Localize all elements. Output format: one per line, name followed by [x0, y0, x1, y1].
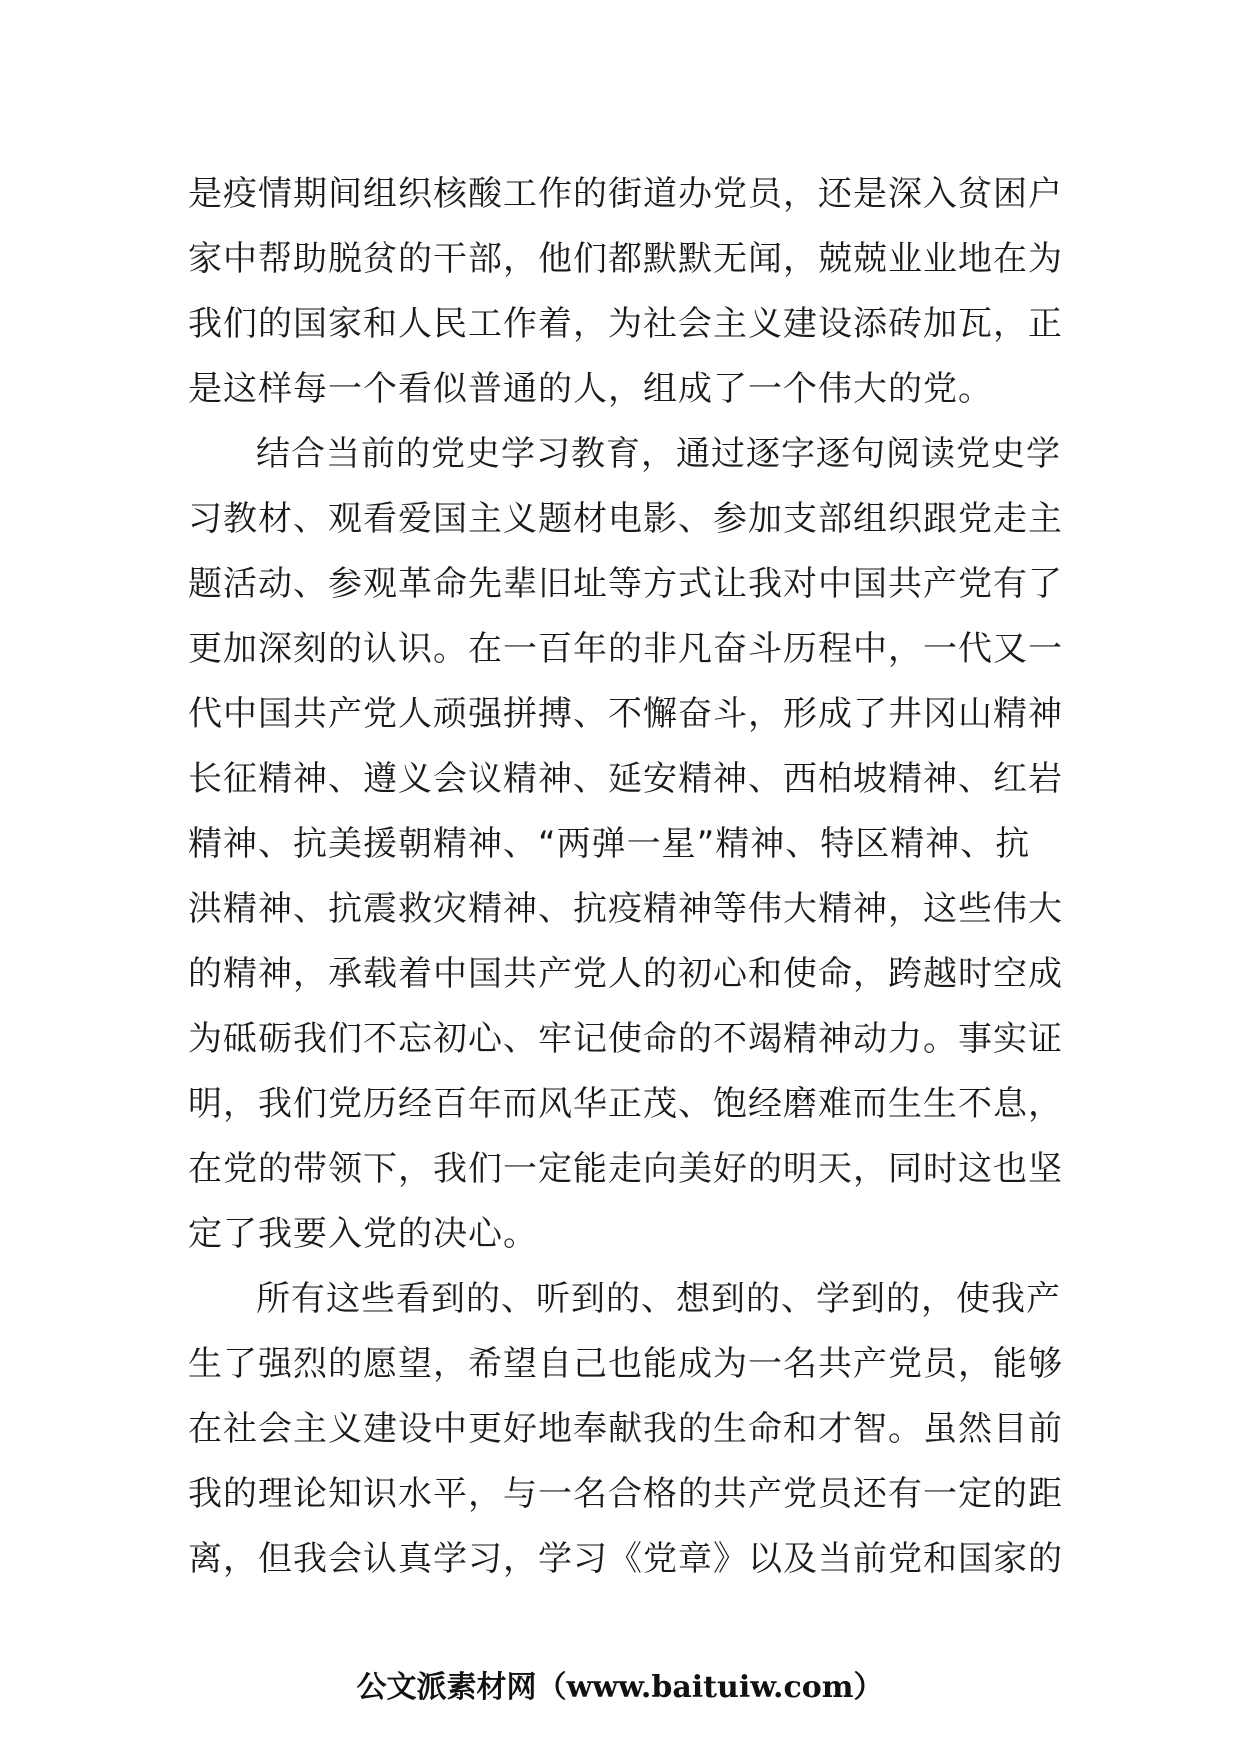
page-footer: 公文派素材网（www.baituiw.com）	[356, 1670, 884, 1705]
paragraph-first-line: 结合当前的党史学习教育，通过逐字逐句阅读党史学	[256, 434, 1061, 474]
text-line: 更加深刻的认识。在一百年的非凡奋斗历程中，一代又一	[188, 629, 1063, 669]
text-line: 生了强烈的愿望，希望自己也能成为一名共产党员，能够	[188, 1344, 1063, 1384]
text-line: 题活动、参观革命先辈旧址等方式让我对中国共产党有了	[188, 564, 1063, 604]
text-line: 洪精神、抗震救灾精神、抗疫精神等伟大精神，这些伟大	[188, 889, 1063, 929]
paragraph-first-line: 所有这些看到的、听到的、想到的、学到的，使我产	[256, 1279, 1061, 1319]
document-body	[188, 162, 1063, 1592]
text-line: 代中国共产党人顽强拼搏、不懈奋斗，形成了井冈山精神	[188, 694, 1063, 734]
text-line: 长征精神、遵义会议精神、延安精神、西柏坡精神、红岩	[188, 759, 1063, 799]
text-line: 为砥砺我们不忘初心、牢记使命的不竭精神动力。事实证	[188, 1019, 1063, 1059]
text-line: 家中帮助脱贫的干部，他们都默默无闻，兢兢业业地在为	[188, 239, 1063, 279]
text-line: 习教材、观看爱国主义题材电影、参加支部组织跟党走主	[188, 499, 1063, 539]
text-line: 我的理论知识水平，与一名合格的共产党员还有一定的距	[188, 1474, 1063, 1514]
text-line: 是这样每一个看似普通的人，组成了一个伟大的党。	[188, 369, 993, 409]
text-line: 在党的带领下，我们一定能走向美好的明天，同时这也坚	[188, 1149, 1063, 1189]
text-line: 精神、抗美援朝精神、“两弹一星”精神、特区精神、抗	[188, 824, 1031, 864]
text-line: 在社会主义建设中更好地奉献我的生命和才智。虽然目前	[188, 1409, 1063, 1449]
text-line: 明，我们党历经百年而风华正茂、饱经磨难而生生不息，	[188, 1084, 1063, 1124]
text-line: 离，但我会认真学习，学习《党章》以及当前党和国家的	[188, 1539, 1063, 1579]
text-line: 定了我要入党的决心。	[188, 1214, 538, 1254]
text-line: 是疫情期间组织核酸工作的街道办党员，还是深入贫困户	[188, 174, 1063, 214]
text-line: 我们的国家和人民工作着，为社会主义建设添砖加瓦，正	[188, 304, 1063, 344]
text-line: 的精神，承载着中国共产党人的初心和使命，跨越时空成	[188, 954, 1063, 994]
